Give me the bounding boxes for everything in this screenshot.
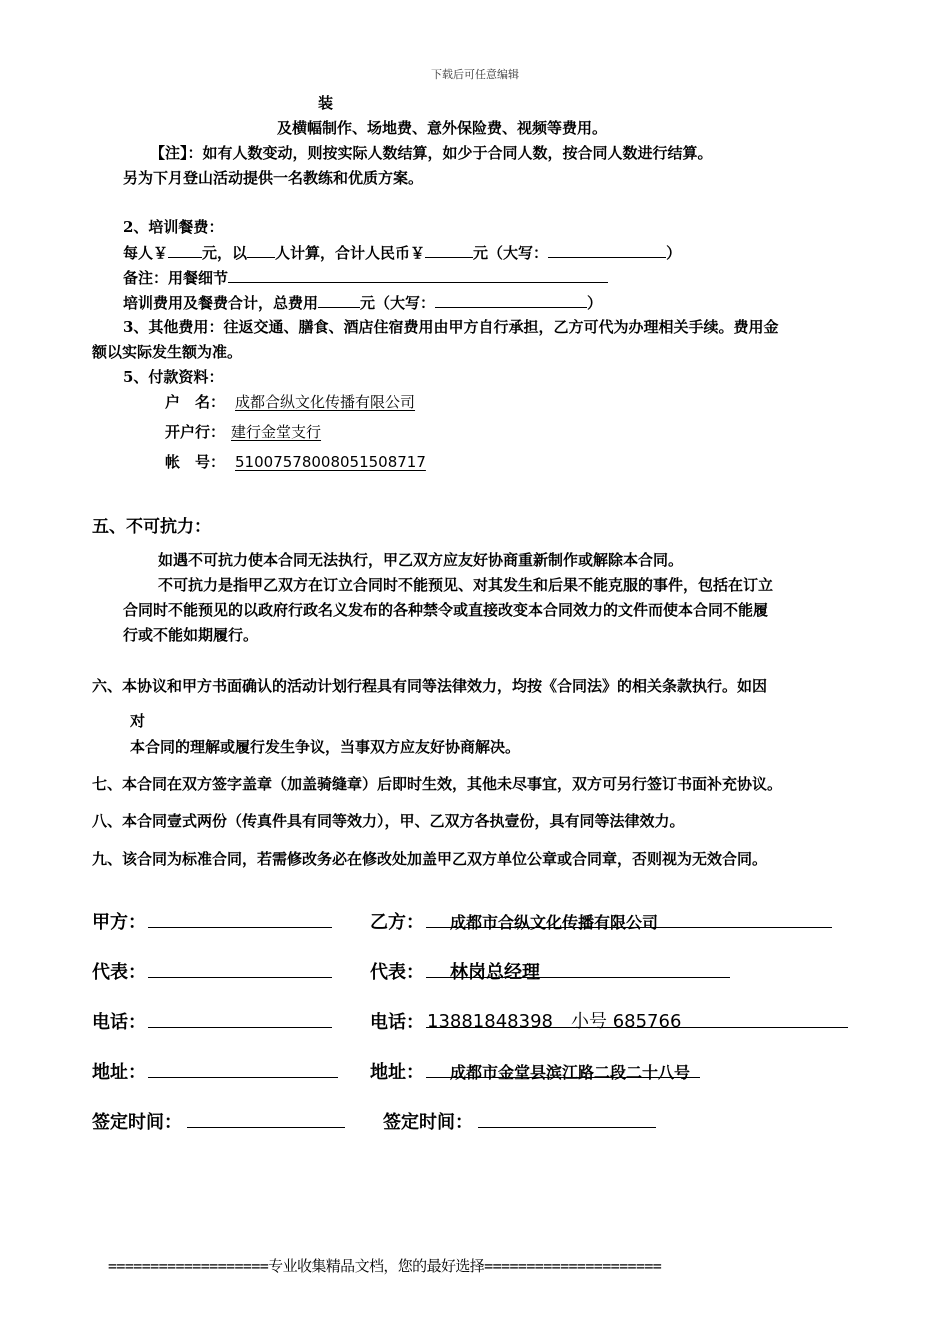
meal-fee-total: 人计算，合计人民币￥: [275, 244, 426, 262]
top-line-1: 装: [318, 94, 334, 112]
tel-a-label: 电话：: [92, 1012, 146, 1033]
section-3-line-1: 3、其他费用：往返交通、膳食、酒店住宿费用由甲方自行承担，乙方可代为办理相关手续。费用金: [123, 318, 779, 336]
party-b-value: 成都市合纵文化传播有限公司: [450, 913, 659, 932]
note-prefix: 【注】: [150, 144, 188, 162]
force-majeure-title: 五、不可抗力：: [92, 517, 211, 537]
rep-a-label: 代表：: [92, 962, 146, 983]
blank-total[interactable]: [425, 241, 473, 258]
meal-fee-per-person: 每人￥: [123, 244, 169, 262]
addr-b-value: 成都市金堂县滨江路二段二十八号: [450, 1063, 691, 1082]
clause-6-line-1: 六、本协议和甲方书面确认的活动计划行程具有同等法律效力，均按《合同法》的相关条款执行。如因: [92, 677, 768, 695]
blank-remark[interactable]: [228, 266, 608, 283]
date-b-label: 签定时间：: [383, 1112, 473, 1133]
blank-words[interactable]: [548, 241, 666, 258]
section-2-title: 2、培训餐费：: [123, 218, 224, 236]
tel-a-field[interactable]: [148, 1027, 332, 1028]
force-majeure-p2-l3: 行或不能如期履行。: [123, 626, 259, 644]
top-line-4: 另为下月登山活动提供一名教练和优质方案。: [123, 169, 424, 187]
blank-people[interactable]: [247, 241, 275, 258]
party-a-field[interactable]: [148, 927, 332, 928]
total-words-label: 元（大写：: [360, 294, 436, 312]
bank-label: 开户行：: [165, 423, 226, 441]
addr-a-label: 地址：: [92, 1062, 146, 1083]
addr-a-field[interactable]: [148, 1077, 338, 1078]
section-3-line-2: 额以实际发生额为准。: [92, 343, 243, 361]
meal-fee-words: 元（大写：: [473, 244, 549, 262]
clause-6-line-3: 本合同的理解或履行发生争议，当事双方应友好协商解决。: [130, 738, 521, 756]
clause-6-line-2: 对: [130, 712, 146, 730]
clause-9: 九、该合同为标准合同，若需修改务必在修改处加盖甲乙双方单位公章或合同章，否则视为无效合同。: [92, 850, 768, 868]
tel-b-value: 13881848398 小号 685766: [427, 1011, 682, 1032]
force-majeure-p2-l2: 合同时不能预见的以政府行政名义发布的各种禁令或直接改变本合同效力的文件而使本合同不能履: [123, 601, 769, 619]
date-b-field[interactable]: [478, 1127, 656, 1128]
account-no-label: 帐 号：: [165, 453, 226, 471]
remark-label: 备注：用餐细节: [123, 269, 229, 287]
account-name-label: 户 名：: [165, 393, 226, 411]
rep-b-value: 林岗总经理: [450, 962, 540, 983]
date-a-field[interactable]: [187, 1127, 345, 1128]
bank-value: 建行金堂支行: [231, 423, 322, 441]
note-text: ：如有人数变动，则按实际人数结算，如少于合同人数，按合同人数进行结算。: [187, 144, 713, 162]
force-majeure-p2-l1: 不可抗力是指甲乙双方在订立合同时不能预见、对其发生和后果不能克服的事件，包括在订立: [158, 576, 774, 594]
account-name-row: [165, 391, 425, 412]
party-a-label: 甲方：: [92, 912, 146, 933]
blank-total-fee[interactable]: [318, 291, 360, 308]
account-no-value: 51007578008051508717: [235, 453, 426, 471]
tel-b-label: 电话：: [370, 1012, 424, 1033]
section-5-title: 5、付款资料：: [123, 368, 224, 386]
account-no-row: [165, 451, 430, 472]
party-b-label: 乙方：: [370, 912, 424, 933]
top-line-2: 及横幅制作、场地费、意外保险费、视频等费用。: [277, 119, 608, 137]
total-line: [123, 291, 602, 313]
account-name-value: 成都合纵文化传播有限公司: [235, 393, 416, 411]
total-close: ）: [587, 294, 603, 312]
clause-8: 八、本合同壹式两份（传真件具有同等效力），甲、乙双方各执壹份，具有同等法律效力。: [92, 812, 685, 830]
total-label: 培训费用及餐费合计，总费用: [123, 294, 319, 312]
bank-row: [165, 421, 331, 442]
remark-line: [123, 266, 608, 288]
meal-fee-unit: 元，以: [202, 244, 248, 262]
force-majeure-p1: 如遇不可抗力使本合同无法执行，甲乙双方应友好协商重新制作或解除本合同。: [158, 551, 684, 569]
blank-price[interactable]: [168, 241, 202, 258]
note-line: [150, 142, 713, 163]
rep-a-field[interactable]: [148, 977, 332, 978]
clause-7: 七、本合同在双方签字盖章（加盖骑缝章）后即时生效，其他未尽事宜，双方可另行签订书面补充协议。: [92, 775, 783, 793]
meal-fee-close: ）: [666, 244, 682, 262]
footer-text: ===================专业收集精品文档，您的最好选择=====================: [108, 1257, 662, 1275]
addr-b-label: 地址：: [370, 1062, 424, 1083]
rep-b-label: 代表：: [370, 962, 424, 983]
blank-total-words[interactable]: [435, 291, 587, 308]
meal-fee-line: [123, 241, 681, 263]
date-a-label: 签定时间：: [92, 1112, 182, 1133]
header-note: 下载后可任意编辑: [431, 68, 519, 81]
